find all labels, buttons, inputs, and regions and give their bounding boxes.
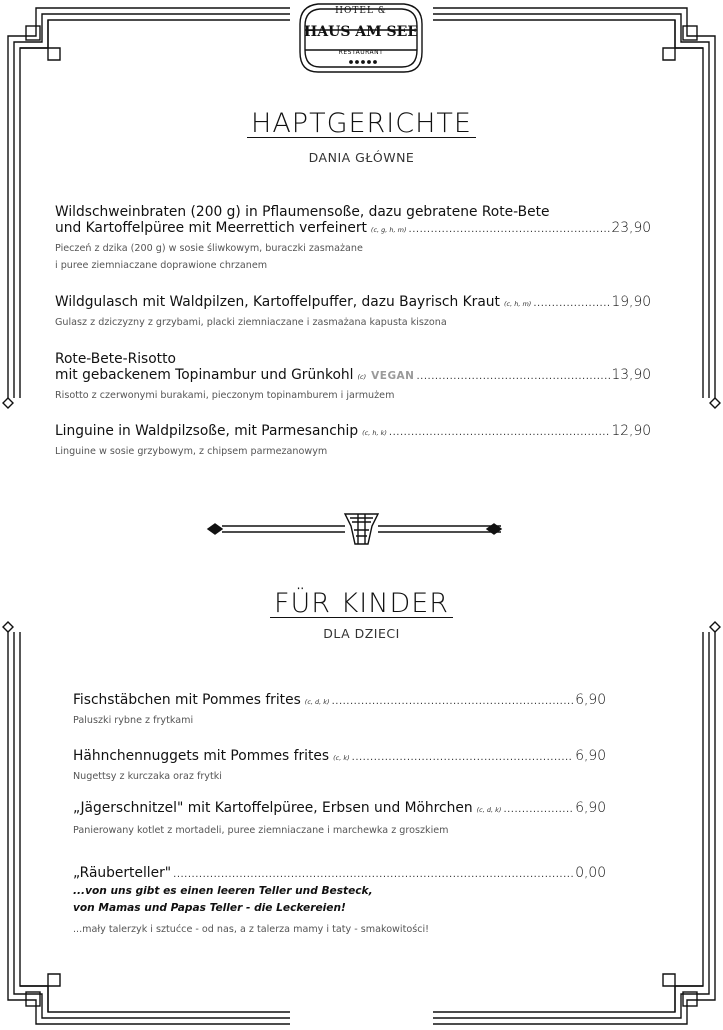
- menu-item-description: Gulasz z dziczyzny z grzybami, placki ziemniaczane i zasmażana kapusta kiszona: [55, 317, 447, 328]
- menu-item-price: 19,90: [611, 294, 651, 310]
- menu-item: [55, 351, 651, 404]
- menu-item-description: Nugettsy z kurczaka oraz frytki: [73, 771, 222, 782]
- allergen-codes: (c, h, k): [362, 429, 387, 437]
- menu-item: [73, 748, 606, 785]
- allergen-codes: (c, g, h, m): [370, 226, 407, 234]
- allergen-codes: (c, h, m): [503, 300, 532, 308]
- logo-bottom-text: RESTAURANT: [338, 49, 384, 56]
- menu-item-price: 13,90: [611, 367, 651, 383]
- dot-leader: [352, 750, 574, 766]
- dot-leader: [173, 867, 573, 883]
- menu-item-name: Hähnchennuggets mit Pommes frites: [73, 748, 330, 764]
- section-subtitle-kids: DLA DZIECI: [323, 626, 400, 641]
- menu-item-name: „Jägerschnitzel" mit Kartoffelpüree, Erbsen und Möhrchen: [73, 800, 473, 816]
- menu-item-price: 6,90: [575, 800, 606, 816]
- allergen-codes: (c, k): [333, 754, 350, 762]
- dot-leader: [533, 296, 609, 312]
- menu-item: [73, 692, 606, 729]
- dot-leader: [389, 425, 610, 441]
- dot-leader: [503, 802, 573, 818]
- allergen-codes: (c, d, k): [304, 698, 330, 706]
- section-title-kids: FÜR KINDER: [0, 588, 723, 619]
- menu-item-name-cont: und Kartoffelpüree mit Meerrettich verfeinert: [55, 220, 367, 236]
- menu-item: [55, 204, 651, 274]
- section-subtitle-main-dishes: DANIA GŁÓWNE: [308, 150, 415, 165]
- menu-item-name: Wildschweinbraten (200 g) in Pflaumensoße, dazu gebratene Rote-Bete: [55, 204, 550, 220]
- menu-item-description: Risotto z czerwonymi burakami, pieczonym topinamburem i jarmużem: [55, 390, 395, 401]
- menu-item: [73, 800, 606, 839]
- menu-item: [55, 294, 651, 331]
- menu-item-description: ...mały talerzyk i sztućce - od nas, a z talerza mamy i taty - smakowitości!: [73, 924, 429, 935]
- menu-item-description: Pieczeń z dzika (200 g) w sosie śliwkowym, buraczki zasmażane i puree ziemniaczane doprawione chrzanem: [55, 243, 363, 271]
- menu-item: [55, 423, 651, 460]
- menu-item-price: 6,90: [575, 748, 606, 764]
- menu-item-name: „Räuberteller": [73, 865, 172, 881]
- menu-item-name: Linguine in Waldpilzsoße, mit Parmesanchip: [55, 423, 359, 439]
- dot-leader: [332, 694, 574, 710]
- menu-item-name-cont: mit gebackenem Topinambur und Grünkohl: [55, 367, 354, 383]
- menu-item-name: Rote-Bete-Risotto: [55, 351, 176, 367]
- menu-item-description: Panierowany kotlet z mortadeli, puree ziemniaczane i marchewka z groszkiem: [73, 825, 449, 836]
- divider-ornament: [208, 514, 501, 544]
- menu-item-name: Fischstäbchen mit Pommes frites: [73, 692, 301, 708]
- menu-item-description: Linguine w sosie grzybowym, z chipsem parmezanowym: [55, 446, 328, 457]
- hotel-logo: [296, 2, 426, 76]
- menu-item-price: 12,90: [611, 423, 651, 439]
- menu-item-price: 23,90: [611, 220, 651, 236]
- allergen-codes: (c): [357, 373, 367, 381]
- menu-item: [73, 865, 606, 938]
- vegan-badge: VEGAN: [371, 370, 415, 382]
- allergen-codes: (c, d, k): [476, 806, 502, 814]
- menu-item-note: ...von uns gibt es einen leeren Teller und Besteck, von Mamas und Papas Teller - die Leckereien!: [73, 885, 373, 914]
- dot-leader: [416, 369, 609, 385]
- menu-item-description: Paluszki rybne z frytkami: [73, 715, 194, 726]
- section-title-main-dishes: HAPTGERICHTE: [0, 108, 723, 139]
- dot-leader: [409, 222, 610, 238]
- menu-item-name: Wildgulasch mit Waldpilzen, Kartoffelpuffer, dazu Bayrisch Kraut: [55, 294, 500, 310]
- logo-top-text: HOTEL &: [335, 6, 387, 16]
- logo-main-text: HAUS AM SEE: [304, 24, 418, 40]
- menu-item-price: 0,00: [575, 865, 606, 881]
- menu-item-price: 6,90: [575, 692, 606, 708]
